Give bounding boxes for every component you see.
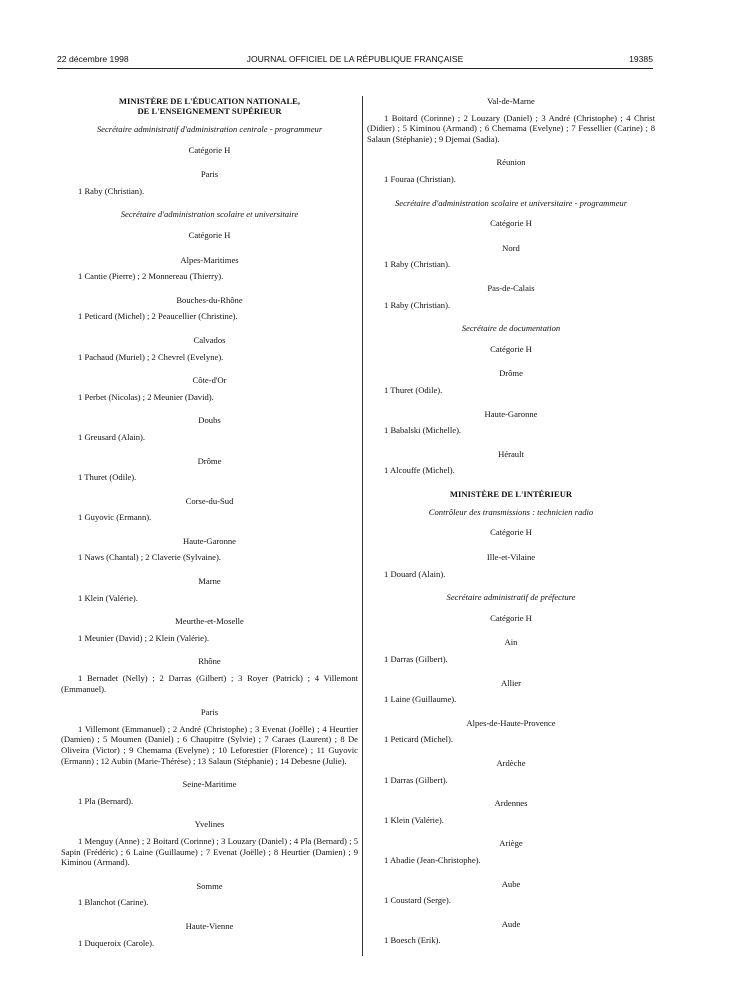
journal-title: JOURNAL OFFICIEL DE LA RÉPUBLIQUE FRANÇAISE [246,54,464,64]
department-heading: Seine-Maritime [182,779,237,790]
candidate-list: 1 Alcouffe (Michel). [384,465,455,476]
running-head [57,54,653,68]
candidate-list: 1 Menguy (Anne) ; 2 Boitard (Corinne) ; 3 Louzary (Daniel) ; 4 Pla (Bernard) ; 5 Sapin (Frédéric) ; 6 Laine (Guillaume) ; 7 Evenat (Joëlle) ; 8 Heurtier (Damien) ; 9 Kiminou (Armand). [61,835,358,868]
candidate-list: 1 Fouraa (Christian). [384,173,456,184]
candidate-list: 1 Meunier (David) ; 2 Klein (Valérie). [78,632,210,643]
column-divider [362,96,363,956]
department-heading: Calvados [193,334,226,345]
department-heading: Marne [198,576,221,587]
department-heading: Somme [196,880,223,891]
candidate-list: 1 Villemont (Emmanuel) ; 2 André (Christophe) ; 3 Evenat (Joëlle) ; 4 Heurtier (Damien) ; 5 Moumen (Daniel) ; 6 Chaupitre (Sylvie) ; 7 Caraes (Laurent) ; 8 De Oliveira (Victor) ; 9 Chemama (Evelyne) ; 10 Leforestier (Florence) ; 11 Guyovic (Ermann) ; 12 Aubin (Marie-Thérèse) ; 13 Salaun (Stéphanie) ; 14 Debesne (Julie). [61,723,358,766]
department-heading: Ardèche [496,758,526,768]
candidate-list: 1 Thuret (Odile). [78,472,137,483]
department-heading: Ain [504,637,518,648]
ministry-heading: MINISTÈRE DE L'INTÉRIEUR [449,488,573,499]
candidate-list: 1 Peticard (Michel) ; 2 Peaucellier (Christine). [78,311,238,322]
category-label: Catégorie H [490,343,532,354]
candidate-list: 1 Klein (Valérie). [78,592,138,603]
candidate-list: 1 Babalski (Michelle). [384,425,462,436]
candidate-list: 1 Pla (Bernard). [78,795,134,806]
candidate-list: 1 Boesch (Erik). [384,935,441,946]
department-heading: Aude [501,918,521,929]
post-title: Secrétaire de documentation [461,323,561,334]
candidate-list: 1 Coustard (Serge). [384,895,451,906]
category-label: Catégorie H [188,144,231,155]
department-heading: Haute-Garonne [484,408,538,419]
right-column [367,96,655,959]
department-heading: Meurthe-et-Moselle [175,616,244,627]
post-title: Contrôleur des transmissions : technicien radio [428,506,594,517]
category-label: Catégorie H [490,218,532,229]
post-title: Secrétaire d'administration scolaire et universitaire - programmeur [394,197,628,208]
department-heading: Paris [200,707,219,718]
candidate-list: 1 Darras (Gilbert). [384,654,448,665]
category-label: Catégorie H [490,612,532,623]
post-title: Secrétaire d'administration scolaire et universitaire [120,209,299,220]
department-heading: Val-de-Marne [487,96,535,106]
department-heading: Bouches-du-Rhône [176,294,243,305]
candidate-list: 1 Thuret (Odile). [384,384,443,395]
department-heading: Allier [500,677,522,688]
page-number: 19385 [629,54,653,64]
department-heading: Alpes-de-Haute-Provence [466,717,556,728]
department-heading: Drôme [499,368,523,379]
candidate-list: 1 Perbet (Nicolas) ; 2 Meunier (David). [78,391,214,402]
department-heading: Pas-de-Calais [487,282,535,293]
candidate-list: 1 Greusard (Alain). [78,431,146,442]
candidate-list: 1 Blanchot (Carine). [78,897,149,908]
department-heading: Côte-d'Or [192,375,227,386]
candidate-list: 1 Douard (Alain). [384,568,446,579]
department-heading: Corse-du-Sud [185,495,234,506]
post-title: Secrétaire administratif de préfecture [446,592,576,603]
candidate-list: 1 Raby (Christian). [384,259,451,270]
ministry-heading: MINISTÈRE DE L'ÉDUCATION NATIONALE, [118,96,301,106]
department-heading: Alpes-Maritimes [180,254,239,265]
header-rule [57,68,653,69]
candidate-list: 1 Pachaud (Muriel) ; 2 Chevrel (Evelyne). [78,351,224,362]
category-label: Catégorie H [188,229,231,240]
department-heading: Ille-et-Vilaine [486,552,536,563]
department-heading: Rhône [198,656,221,667]
candidate-list: 1 Darras (Gilbert). [384,774,448,785]
post-title: Secrétaire administratif d'administration centrale - programmeur [96,124,323,134]
department-heading: Paris [200,169,219,180]
department-heading: Nord [502,242,520,253]
department-heading: Ariège [499,838,523,849]
candidate-list: 1 Raby (Christian). [78,185,145,196]
category-label: Catégorie H [490,527,532,538]
department-heading: Réunion [496,157,526,168]
candidate-list: 1 Bernadet (Nelly) ; 2 Darras (Gilbert) ; 3 Royer (Patrick) ; 4 Villemont (Emmanuel). [61,673,358,694]
candidate-list: 1 Laine (Guillaume). [384,694,457,705]
left-column [61,96,358,961]
candidate-list: 1 Boitard (Corinne) ; 2 Louzary (Daniel) ; 3 André (Christophe) ; 4 Christ (Didier) ; 5 Kiminou (Armand) ; 6 Chemama (Evelyne) ; 7 Fessellier (Carine) ; 8 Salaun (Stéphanie) ; 9 Djemai (Sadia). [367,112,655,144]
department-heading: Drôme [197,455,222,466]
department-heading: Aube [501,878,521,889]
issue-date: 22 décembre 1998 [57,54,129,64]
ministry-heading: DE L'ENSEIGNEMENT SUPÉRIEUR [137,106,282,116]
department-heading: Hérault [498,448,524,459]
department-heading: Doubs [198,415,221,426]
candidate-list: 1 Raby (Christian). [384,299,451,310]
department-heading: Haute-Vienne [185,920,234,931]
department-heading: Ardennes [494,798,528,809]
candidate-list: 1 Naws (Chantal) ; 2 Claverie (Sylvaine). [78,552,221,563]
candidate-list: 1 Cantie (Pierre) ; 2 Monnereau (Thierry). [78,271,224,282]
department-heading: Haute-Garonne [183,535,236,546]
candidate-list: 1 Guyovic (Ermann). [78,512,152,523]
candidate-list: 1 Abadie (Jean-Christophe). [384,854,481,865]
candidate-list: 1 Peticard (Michel). [384,734,453,745]
candidate-list: 1 Klein (Valérie). [384,814,444,825]
candidate-list: 1 Duqueroix (Carole). [78,937,155,948]
department-heading: Yvelines [194,819,225,830]
